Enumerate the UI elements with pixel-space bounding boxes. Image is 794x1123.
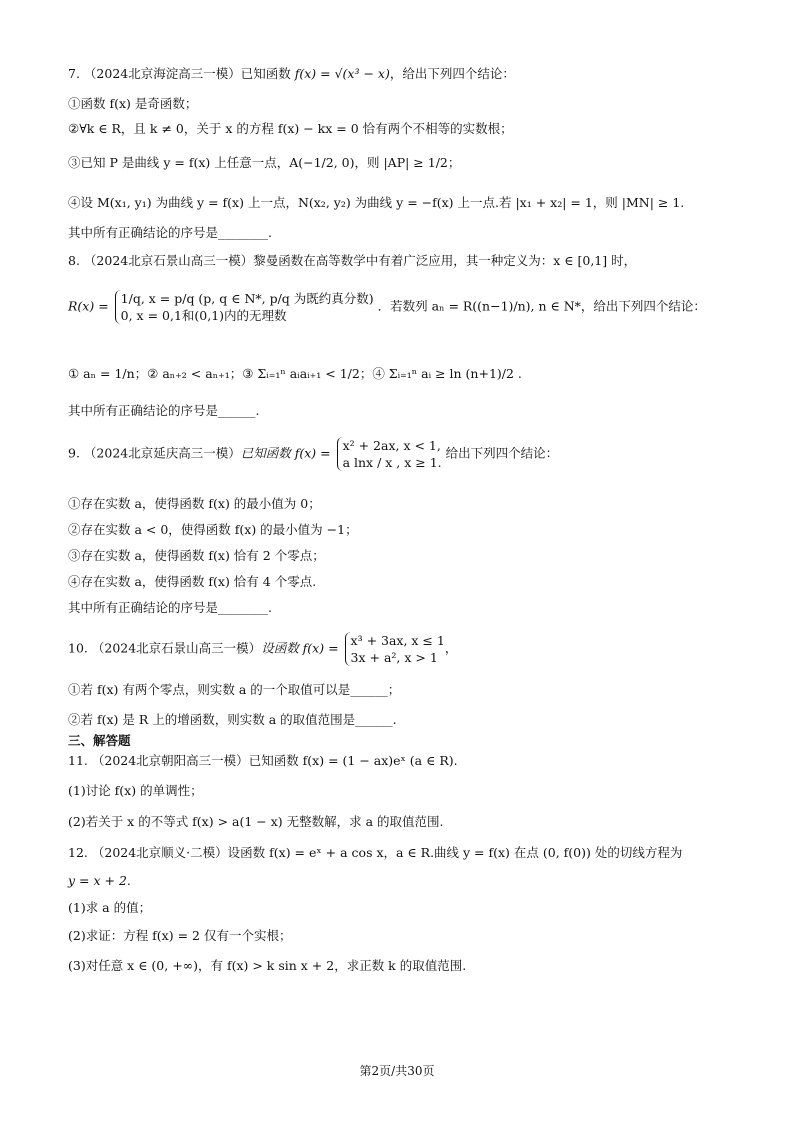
q8-case-2: 0, x = 0,1和(0,1)内的无理数: [120, 308, 287, 323]
section-3-heading: 三、解答题: [68, 733, 131, 748]
q7-conclusion-4: ④设 M(x₁, y₁) 为曲线 y = f(x) 上一点，N(x₂, y₂) 为曲线 y = −f(x) 上一点.若 |x₁ + x₂| = 1，则 |MN| ≥ 1.: [68, 195, 685, 210]
q10-case-2: 3x + a², x > 1: [350, 650, 438, 665]
q8-R-of-x: R(x) =: [68, 298, 109, 314]
q10-tail: ，: [444, 640, 458, 656]
q8-case-1: 1/q, x = p/q (p, q ∈ N*, p/q 为既约真分数): [120, 291, 374, 306]
q12-stem: 设函数 f(x) = eˣ + a cos x，a ∈ R.曲线 y = f(x) 在点 (0, f(0)) 处的切线方程为: [227, 845, 683, 860]
q7-header: [68, 66, 515, 82]
q11-number: 11.: [68, 753, 88, 768]
q9-conclusion-3: ③存在实数 a，使得函数 f(x) 恰有 2 个零点；: [68, 548, 325, 563]
q12-number: 12.: [68, 845, 88, 860]
q8-definition: [68, 290, 706, 324]
q10-part-2: ②若 f(x) 是 R 上的增函数，则实数 a 的取值范围是______.: [68, 712, 397, 727]
q7-number: 7.: [68, 66, 80, 81]
q10-number: 10.: [68, 640, 88, 656]
q8-sequence: ．若数列 aₙ = R((n−1)/n), n ∈ N*，给出下列四个结论：: [377, 298, 706, 314]
q7-function: f(x) = √(x³ − x): [294, 66, 390, 81]
q9-conclusion-1: ①存在实数 a，使得函数 f(x) 的最小值为 0；: [68, 496, 321, 511]
q10-part-1: ①若 f(x) 有两个零点，则实数 a 的一个取值可以是______；: [68, 682, 401, 697]
q8-ask: 其中所有正确结论的序号是______.: [68, 403, 260, 418]
q11-header: [68, 753, 458, 769]
q10-source: （2024北京石景山高三一模）: [91, 640, 262, 656]
q8-cases: [115, 290, 374, 324]
q12-part-3: (3)对任意 x ∈ (0, +∞)，有 f(x) > k sin x + 2，求正数 k 的取值范围.: [68, 958, 467, 973]
q10-case-1: x³ + 3ax, x ≤ 1: [350, 633, 445, 648]
q10-header: [68, 632, 457, 666]
q8-number: 8.: [68, 253, 80, 268]
q12-header: [68, 845, 682, 861]
q9-cases: [337, 437, 442, 471]
q7-stem: 已知函数: [240, 66, 291, 81]
q12-part-1: (1)求 a 的值；: [68, 900, 152, 915]
q9-header: [68, 437, 558, 471]
q9-conclusion-2: ②存在实数 a < 0，使得函数 f(x) 的最小值为 −1；: [68, 522, 358, 537]
q8-options: ① aₙ = 1/n；② aₙ₊₂ < aₙ₊₁；③ Σᵢ₌₁ⁿ aᵢaᵢ₊₁ < 1/2；④ Σᵢ₌₁ⁿ aᵢ ≥ ln (n+1)/2 .: [68, 366, 522, 381]
q10-cases: [345, 632, 445, 666]
q7-conclusion-1: ①函数 f(x) 是奇函数；: [68, 96, 198, 111]
q10-stem: 设函数 f(x) =: [261, 640, 339, 656]
q9-tail: 给出下列四个结论：: [445, 445, 559, 461]
q9-case-1: x² + 2ax, x < 1,: [342, 438, 441, 453]
q8-stem: 黎曼函数在高等数学中有着广泛应用，其一种定义为：x ∈ [0,1] 时，: [253, 253, 637, 268]
q9-ask: 其中所有正确结论的序号是________.: [68, 600, 272, 615]
q9-number: 9.: [68, 445, 80, 461]
q11-source: （2024北京朝阳高三一模）: [91, 753, 249, 768]
q12-source: （2024北京顺义·二模）: [91, 845, 228, 860]
q9-source: （2024北京延庆高三一模）: [83, 445, 241, 461]
q12-part-2: (2)求证：方程 f(x) = 2 仅有一个实根；: [68, 928, 292, 943]
q9-case-2: a lnx / x , x ≥ 1.: [342, 455, 442, 470]
q9-conclusion-4: ④存在实数 a，使得函数 f(x) 恰有 4 个零点.: [68, 574, 317, 589]
q12-tangent: y = x + 2.: [68, 873, 131, 888]
q7-source: （2024北京海淀高三一模）: [83, 66, 241, 81]
q11-stem: 已知函数 f(x) = (1 − ax)eˣ (a ∈ R).: [248, 753, 458, 768]
q11-part-1: (1)讨论 f(x) 的单调性；: [68, 783, 203, 798]
q9-stem: 已知函数 f(x) =: [240, 445, 331, 461]
q7-stem-tail: ，给出下列四个结论：: [389, 66, 515, 81]
page-footer: 第2页/共30页: [359, 1064, 435, 1078]
q11-part-2: (2)若关于 x 的不等式 f(x) > a(1 − x) 无整数解，求 a 的取值范围.: [68, 814, 444, 829]
q7-conclusion-3: ③已知 P 是曲线 y = f(x) 上任意一点，A(−1/2, 0)，则 |AP| ≥ 1/2；: [68, 155, 461, 170]
q7-conclusion-2: ②∀k ∈ R，且 k ≠ 0，关于 x 的方程 f(x) − kx = 0 恰有两个不相等的实数根；: [68, 121, 513, 136]
q8-header: [68, 253, 636, 269]
q8-source: （2024北京石景山高三一模）: [83, 253, 254, 268]
q7-ask: 其中所有正确结论的序号是________.: [68, 225, 272, 240]
